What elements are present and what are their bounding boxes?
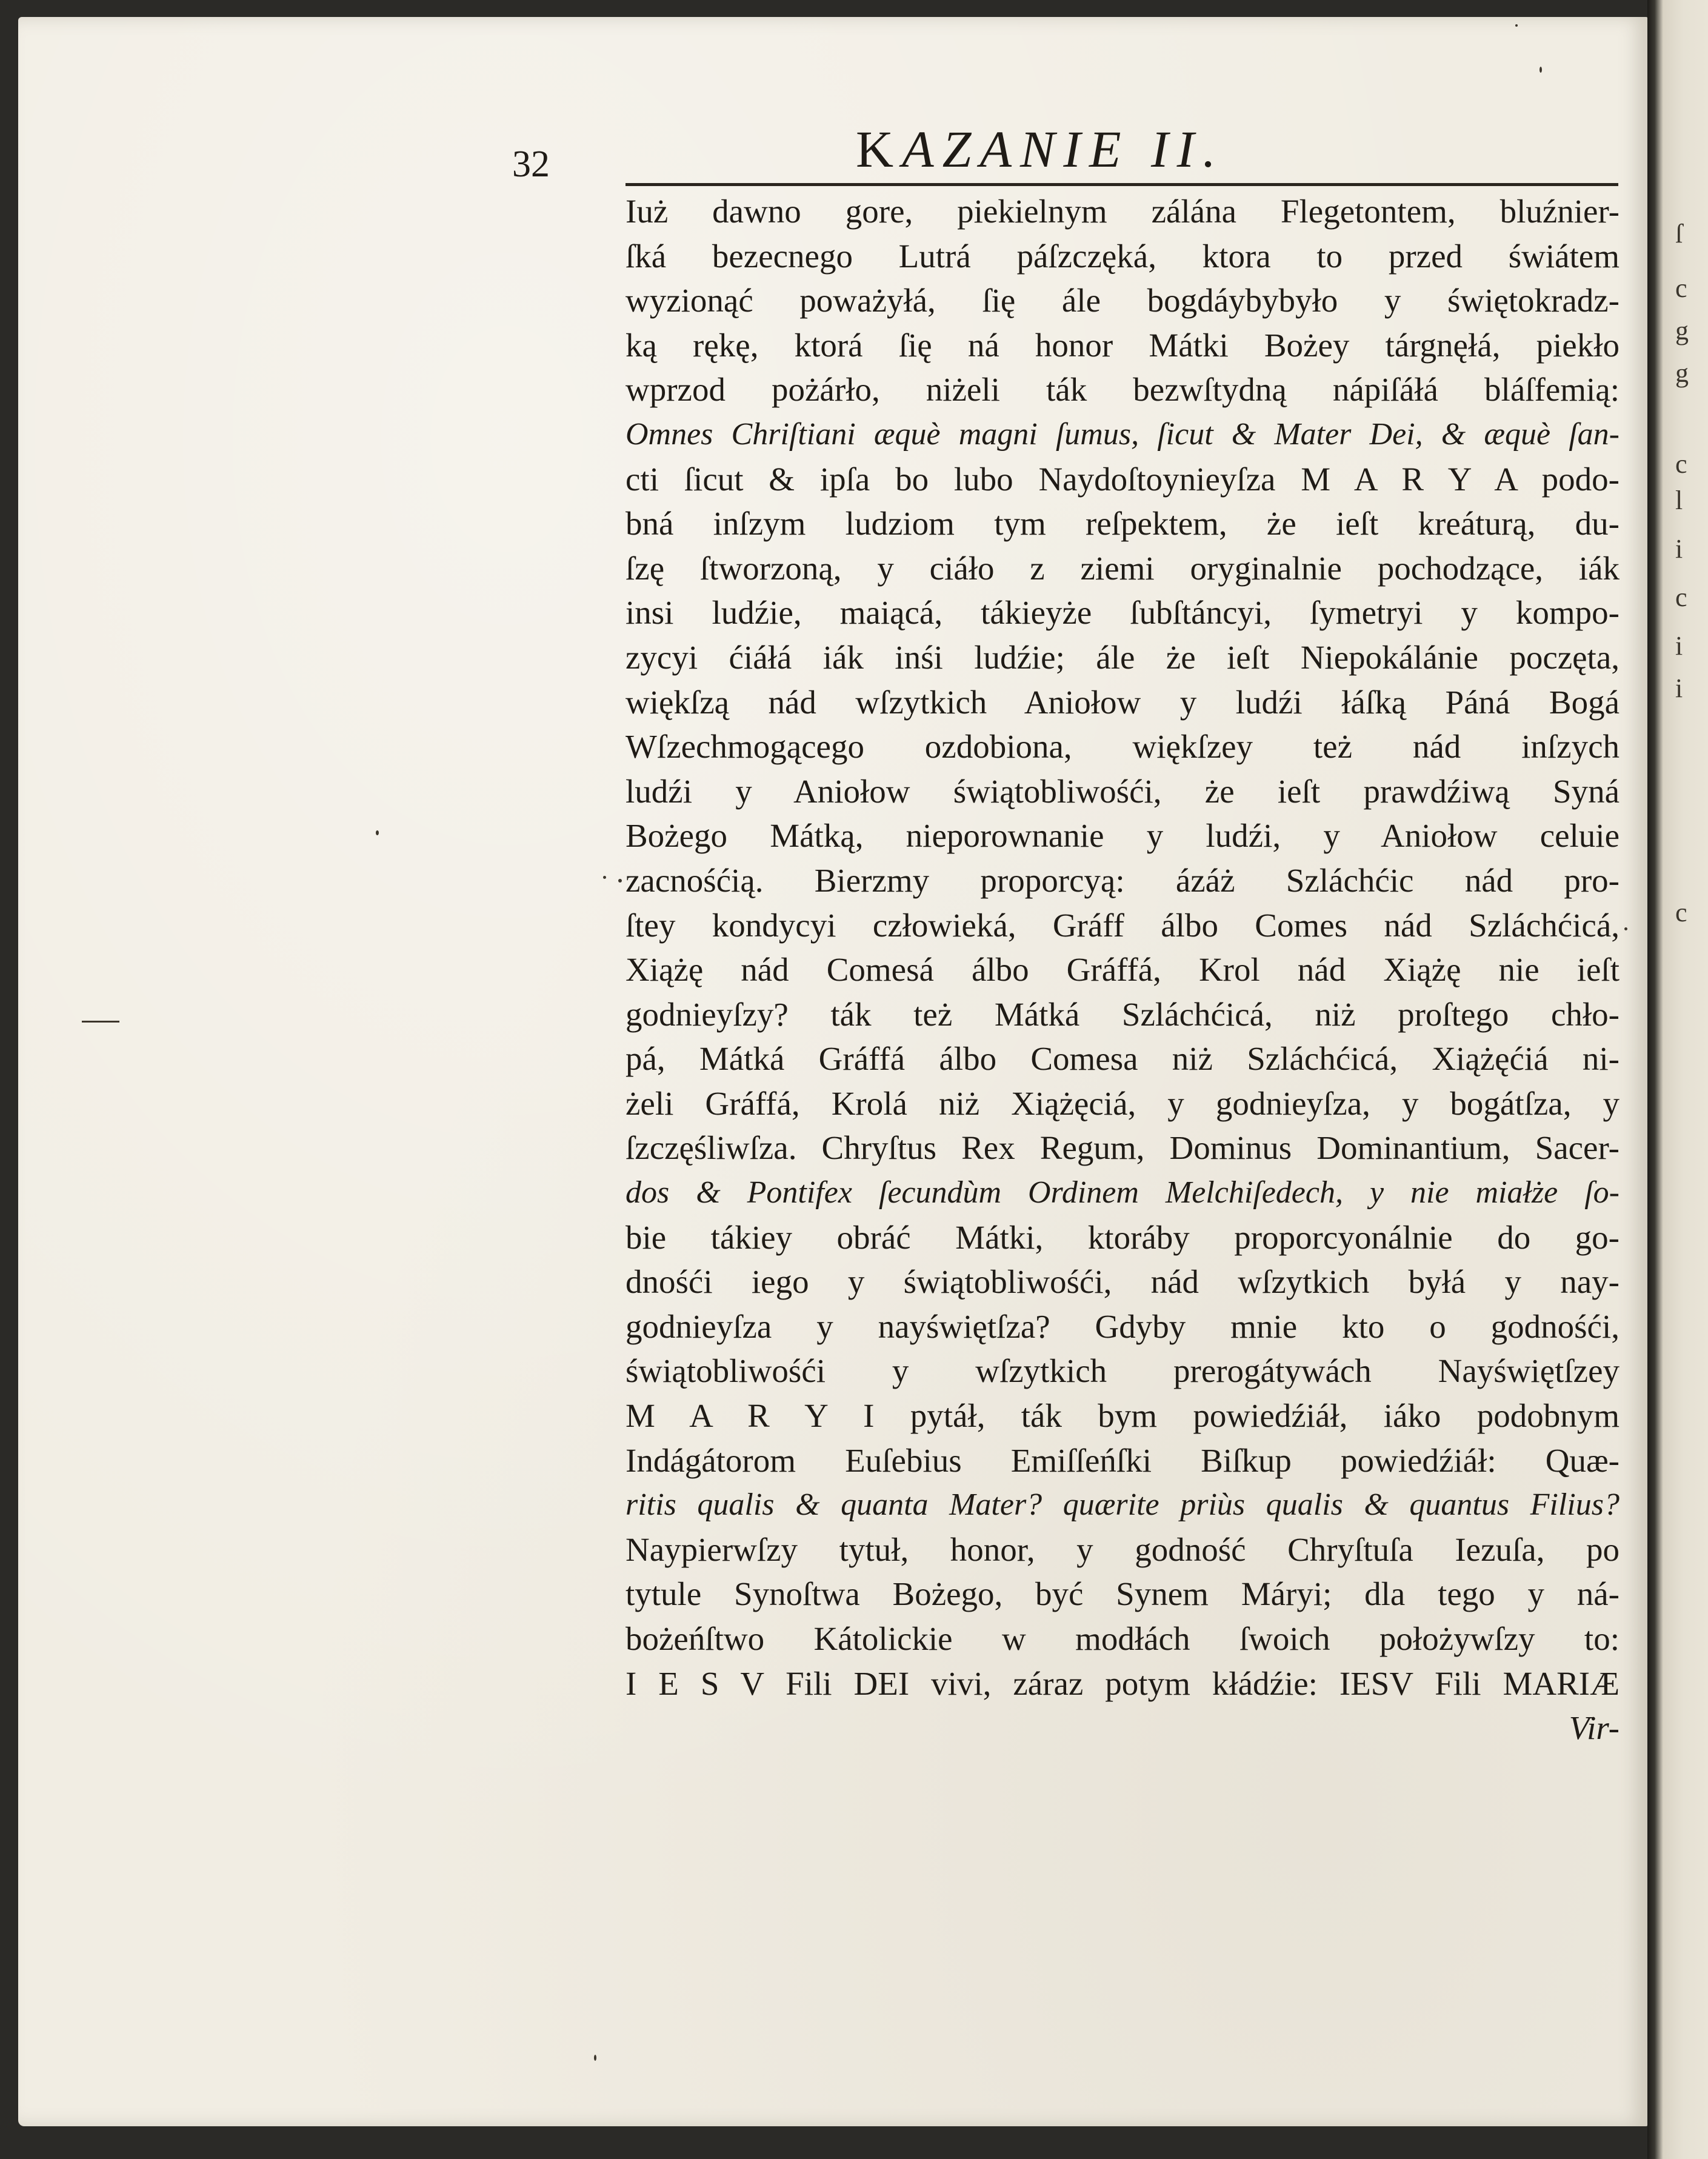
text-line: wprzod pożárło, niżeli ták bezwſtydną nápiſáłá bláſfemią: <box>625 371 1620 409</box>
facing-page-glyph: i <box>1675 631 1683 661</box>
running-head-title: AZANIE II. <box>902 120 1224 178</box>
ink-speck <box>1515 24 1518 27</box>
latin-quote-line: dos & Pontifex ſecundùm Ordinem Melchiſedech, y nie miałże ſo- <box>625 1175 1620 1210</box>
text-line: wyzionąć poważyłá, ſię ále bogdáybybyło y świętokradz- <box>625 282 1620 319</box>
text-line: ludźi y Aniołow świątobliwośći, że ieſt prawdźiwą Syná <box>625 772 1620 810</box>
facing-page-glyph: l <box>1675 486 1683 515</box>
text-line: Naypierwſzy tytuł, honor, y godność Chryſtuſa Iezuſa, po <box>625 1530 1620 1568</box>
text-line: zacnośćią. Bierzmy proporcyą: ázáż Szláchćic nád pro- <box>625 861 1620 899</box>
facing-page-glyph: c <box>1675 449 1687 479</box>
text-line: zycyi ćiáłá iák inśi ludźie; ále że ieſt Niepokálánie poczęta, <box>625 638 1620 676</box>
text-line: Iuż dawno gore, piekielnym zálána Flegetontem, bluźnier- <box>625 193 1620 230</box>
ink-speck <box>376 830 379 835</box>
text-line: ſtey kondycyi człowieká, Gráff álbo Comes nád Szláchćicá, <box>625 906 1620 944</box>
text-line: ką rękę, ktorá ſię ná honor Mátki Bożey tárgnęłá, piekło <box>625 326 1620 364</box>
latin-quote-line: ritis qualis & quanta Mater? quærite priùs qualis & quantus Filius? <box>625 1487 1620 1523</box>
text-line: cti ſicut & ipſa bo lubo Naydoſtoynieyſza M A R Y A podo- <box>625 460 1620 498</box>
text-line: pá, Mátká Gráffá álbo Comesa niż Szláchćicá, Xiążęćiá ni- <box>625 1040 1620 1078</box>
text-line: Xiążę nád Comesá álbo Gráffá, Krol nád Xiążę nie ieſt <box>625 951 1620 989</box>
text-line: I E S V Fili DEI vivi, záraz potym kłádźie: IESV Fili MARIÆ <box>625 1664 1620 1702</box>
text-line: dnośći iego y świątobliwośći, nád wſzytkich byłá y nay- <box>625 1263 1620 1301</box>
text-line: Indágátorom Euſebius Emiſſeńſki Biſkup powiedźiáł: Quæ- <box>625 1441 1620 1479</box>
text-line: tytule Synoſtwa Bożego, być Synem Máryi; dla tego y ná- <box>625 1575 1620 1613</box>
text-line: M A R Y I pytáł, ták bym powiedźiáł, iáko podobnym <box>625 1397 1620 1435</box>
facing-page-glyph: g <box>1675 358 1689 388</box>
facing-page-glyph: c <box>1675 582 1687 612</box>
text-line: Wſzechmogącego ozdobiona, więkſzey też nád inſzych <box>625 728 1620 766</box>
text-line: Bożego Mátką, nieporownanie y ludźi, y Aniołow celuie <box>625 817 1620 855</box>
facing-page-glyph: c <box>1675 898 1687 927</box>
header-rule <box>625 183 1618 186</box>
text-line: bie tákiey obráć Mátki, ktoráby proporcyonálnie do go- <box>625 1218 1620 1256</box>
text-line: insi ludźie, maiącá, tákieyże ſubſtáncyi, ſymetryi y kompo- <box>625 594 1620 632</box>
text-line: ſzczęśliwſza. Chryſtus Rex Regum, Dominus Dominantium, Sacer- <box>625 1129 1620 1167</box>
ink-speck <box>1540 67 1542 73</box>
text-line: ſzę ſtworzoną, y ciáło z ziemi oryginalnie pochodzące, iák <box>625 549 1620 587</box>
ink-speck <box>594 2055 596 2061</box>
text-line: bożeńſtwo Kátolickie w modłách ſwoich położywſzy to: <box>625 1620 1620 1657</box>
text-line: bná inſzym ludziom tym reſpektem, że ieſt kreáturą, du- <box>625 505 1620 542</box>
text-line: świątobliwośći y wſzytkich prerogátywách Nayświętſzey <box>625 1352 1620 1390</box>
ink-speck <box>618 879 622 883</box>
facing-page-glyph: i <box>1675 534 1683 564</box>
running-head <box>856 119 1224 179</box>
text-line: ſká bezecnego Lutrá páſzczęká, ktora to przed świátem <box>625 237 1620 275</box>
ink-speck <box>1624 927 1627 930</box>
sermon-text <box>625 189 1620 1750</box>
running-head-initial: K <box>856 120 902 178</box>
catchword: Vir- <box>1569 1709 1620 1747</box>
text-line: godnieyſzy? ták też Mátká Szláchćicá, niż proſtego chło- <box>625 995 1620 1033</box>
facing-page-glyph: g <box>1675 316 1689 345</box>
text-line: więkſzą nád wſzytkich Aniołow y ludźi łáſką Páná Bogá <box>625 683 1620 721</box>
facing-page-glyph: c <box>1675 273 1687 303</box>
page-number: 32 <box>512 144 550 185</box>
text-line: żeli Gráffá, Krolá niż Xiążęciá, y godnieyſza, y bogátſza, y <box>625 1084 1620 1122</box>
text-line: godnieyſza y nayświętſza? Gdyby mnie kto o godnośći, <box>625 1307 1620 1345</box>
margin-ink-mark <box>82 1021 119 1023</box>
facing-page-glyph: i <box>1675 673 1683 703</box>
latin-quote-line: Omnes Chriſtiani æquè magni ſumus, ſicut & Mater Dei, & æquè ſan- <box>625 416 1620 452</box>
ink-speck <box>603 876 606 879</box>
facing-page-glyph: ſ <box>1675 219 1683 249</box>
